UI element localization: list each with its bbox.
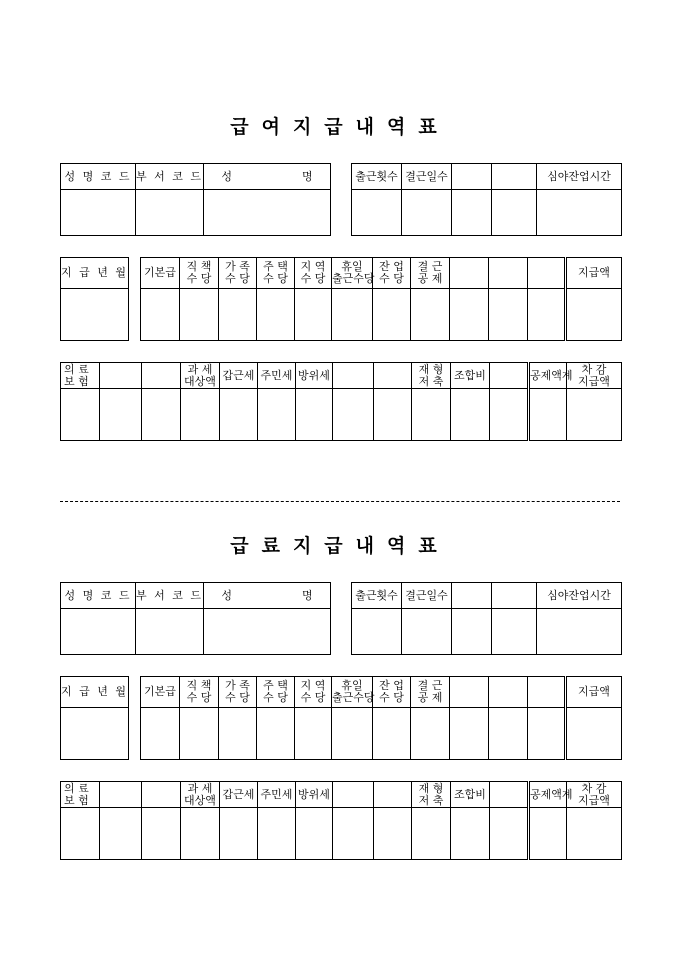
attendance-count-header: 출근횟수: [352, 583, 402, 609]
name-header: 성 명: [204, 164, 331, 190]
pay-amount-header: 지급액: [566, 677, 622, 708]
regional-allowance-header: 지 역 수 당: [295, 677, 332, 708]
absence-deduction-header: 결 근 공 제: [411, 677, 450, 708]
pay-year-month-cell[interactable]: [61, 289, 129, 341]
taxable-amount-header: 과 세 대상액: [181, 363, 220, 389]
absence-days-cell[interactable]: [402, 609, 452, 655]
allowance-table: [60, 257, 622, 341]
overtime-allowance-header: 잔 업 수 당: [373, 677, 411, 708]
night-overtime-header: 심야잔업시간: [537, 583, 622, 609]
base-pay-header: 기본급: [141, 677, 180, 708]
union-fee-header: 조합비: [451, 782, 490, 808]
net-pay-header: 차 감 지급액: [567, 363, 622, 389]
dept-code-cell[interactable]: [136, 190, 204, 236]
family-allowance-header: 가 족 수 당: [219, 677, 257, 708]
savings-header: 재 형 저 축: [412, 782, 451, 808]
dept-code-header: 부 서 코 드: [136, 583, 204, 609]
info-table: [60, 163, 622, 236]
pay-amount-cell[interactable]: [566, 289, 622, 341]
housing-allowance-header: 주 택 수 당: [257, 258, 295, 289]
position-allowance-header: 직 책 수 당: [180, 258, 219, 289]
pay-year-month-header: 지 급 년 월: [61, 258, 129, 289]
position-allowance-header: 직 책 수 당: [180, 677, 219, 708]
attendance-count-header: 출근횟수: [352, 164, 402, 190]
name-code-header: 성 명 코 드: [61, 583, 136, 609]
pay-amount-cell[interactable]: [566, 708, 622, 760]
base-pay-header: 기본급: [141, 258, 180, 289]
income-tax-header: 갑근세: [220, 782, 258, 808]
name-code-header: 성 명 코 드: [61, 164, 136, 190]
resident-tax-header: 주민세: [258, 782, 296, 808]
absence-days-header: 결근일수: [402, 583, 452, 609]
cut-line: [60, 501, 620, 502]
attendance-count-cell[interactable]: [352, 609, 402, 655]
dept-code-cell[interactable]: [136, 609, 204, 655]
union-fee-header: 조합비: [451, 363, 490, 389]
pay-year-month-header: 지 급 년 월: [61, 677, 129, 708]
pay-year-month-cell[interactable]: [61, 708, 129, 760]
total-deduction-header: 공제액계: [529, 363, 567, 389]
medical-insurance-header: 의 료 보 험: [61, 782, 100, 808]
defense-tax-header: 방위세: [296, 363, 333, 389]
deduction-table: [60, 362, 622, 441]
deduction-table: [60, 781, 622, 860]
absence-deduction-header: 결 근 공 제: [411, 258, 450, 289]
defense-tax-header: 방위세: [296, 782, 333, 808]
pay-amount-header: 지급액: [566, 258, 622, 289]
taxable-amount-header: 과 세 대상액: [181, 782, 220, 808]
holiday-allowance-header: 휴일 출근수당: [332, 677, 373, 708]
resident-tax-header: 주민세: [258, 363, 296, 389]
name-cell[interactable]: [204, 190, 331, 236]
medical-insurance-header: 의 료 보 험: [61, 363, 100, 389]
total-deduction-header: 공제액계: [529, 782, 567, 808]
net-pay-cell[interactable]: [567, 389, 622, 441]
dept-code-header: 부 서 코 드: [136, 164, 204, 190]
night-overtime-cell[interactable]: [537, 190, 622, 236]
name-header: 성 명: [204, 583, 331, 609]
form-title: 급료지급내역표: [230, 535, 450, 557]
name-code-cell[interactable]: [61, 609, 136, 655]
income-tax-header: 갑근세: [220, 363, 258, 389]
absence-days-cell[interactable]: [402, 190, 452, 236]
info-table: [60, 582, 622, 655]
net-pay-cell[interactable]: [567, 808, 622, 860]
name-cell[interactable]: [204, 609, 331, 655]
regional-allowance-header: 지 역 수 당: [295, 258, 332, 289]
night-overtime-cell[interactable]: [537, 609, 622, 655]
savings-header: 재 형 저 축: [412, 363, 451, 389]
absence-days-header: 결근일수: [402, 164, 452, 190]
housing-allowance-header: 주 택 수 당: [257, 677, 295, 708]
name-code-cell[interactable]: [61, 190, 136, 236]
overtime-allowance-header: 잔 업 수 당: [373, 258, 411, 289]
attendance-count-cell[interactable]: [352, 190, 402, 236]
family-allowance-header: 가 족 수 당: [219, 258, 257, 289]
net-pay-header: 차 감 지급액: [567, 782, 622, 808]
night-overtime-header: 심야잔업시간: [537, 164, 622, 190]
allowance-table: [60, 676, 622, 760]
form-title: 급여지급내역표: [230, 116, 450, 138]
holiday-allowance-header: 휴일 출근수당: [332, 258, 373, 289]
